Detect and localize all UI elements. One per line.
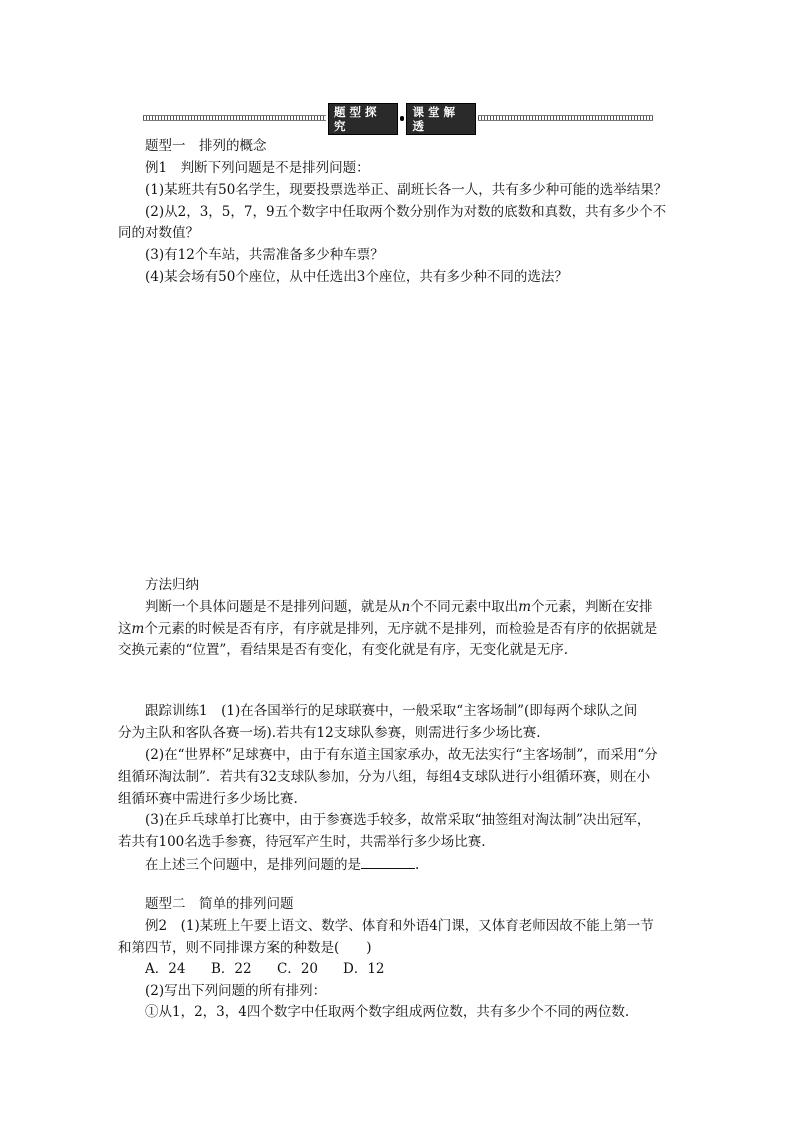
method-line3: 交换元素的“位置”，看结果是否有变化，有变化就是有序，无变化就是无序.	[118, 642, 569, 658]
method-line1	[145, 598, 653, 616]
variable-m: m	[518, 599, 532, 615]
example2-line1: 例2 (1)某班上午要上语文、数学、体育和外语4门课，又体育老师因故不能上第一节	[145, 918, 654, 934]
banner-right-rule	[478, 115, 653, 121]
variable-n: n	[401, 599, 411, 615]
banner-left-label: 题型探究	[328, 103, 398, 135]
banner-label	[328, 104, 476, 133]
tracking-line2: 分为主队和客队各赛一场).若共有12支球队参赛，则需进行多少场比赛.	[118, 725, 541, 741]
banner-dot-icon	[400, 116, 405, 121]
example2-options	[145, 960, 385, 978]
answer-blank[interactable]	[361, 855, 415, 869]
option-a: A．24	[145, 961, 186, 977]
example1-q2-line1: (2)从2，3，5，7，9五个数字中任取两个数分别作为对数的底数和真数，共有多少个不	[145, 204, 667, 220]
method-line2	[118, 620, 657, 638]
example2-q2: (2)写出下列问题的所有排列：	[145, 983, 327, 999]
banner-left-rule	[143, 115, 326, 121]
method-line2-b: 个元素的时候是否有序，有序就是排列，无序就不是排列，而检验是否有序的依据就是	[144, 621, 658, 637]
tracking-line5: 组循环赛中需进行多少场比赛.	[118, 791, 298, 807]
example1-q4: (4)某会场有50个座位，从中任选出3个座位，共有多少种不同的选法？	[145, 269, 568, 285]
tracking-line7: 若共有100名选手参赛，待冠军产生时，共需举行多少场比赛.	[118, 834, 486, 850]
example1-q2-line2: 同的对数值？	[118, 225, 199, 241]
example1-q1: (1)某班共有50名学生，现要投票选举正、副班长各一人，共有多少种可能的选举结果？	[145, 182, 668, 198]
variable-m: m	[131, 621, 145, 637]
tracking-line6: (3)在乒乓球单打比赛中，由于参赛选手较多，故常采取“抽签组对淘汰制”决出冠军，	[145, 812, 651, 828]
method-line1-a: 判断一个具体问题是不是排列问题，就是从	[145, 599, 402, 615]
example2-q2-1: ①从1，2，3，4四个数字中任取两个数字组成两位数，共有多少个不同的两位数.	[145, 1004, 630, 1020]
tracking-line8-end: .	[415, 857, 420, 873]
tracking-line4: 组循环淘汰制”．若共有32支球队参加，分为八组，每组4支球队进行小组循环赛，则在小	[118, 769, 651, 785]
section-banner	[143, 104, 653, 133]
option-d: D．12	[343, 961, 385, 977]
tracking-line1: 跟踪训练1 (1)在各国举行的足球联赛中，一般采取“主客场制”(即每两个球队之间	[145, 703, 638, 719]
tracking-line8-text: 在上述三个问题中，是排列问题的是	[145, 857, 361, 873]
banner-right-label: 课堂解透	[406, 103, 476, 135]
method-line1-c: 个元素，判断在安排	[531, 599, 653, 615]
section2-title: 题型二 简单的排列问题	[145, 896, 294, 912]
option-b: B．22	[211, 961, 252, 977]
example1-label: 例1 判断下列问题是不是排列问题：	[145, 160, 370, 176]
option-c: C．20	[277, 961, 319, 977]
method-line2-a: 这	[118, 621, 132, 637]
section1-title: 题型一 排列的概念	[145, 138, 267, 154]
tracking-line8	[145, 855, 419, 874]
tracking-line3: (2)在“世界杯”足球赛中，由于有东道主国家承办，故无法实行“主客场制”，而采用“分	[145, 747, 658, 763]
method-title: 方法归纳	[145, 577, 199, 593]
method-line1-b: 个不同元素中取出	[410, 599, 519, 615]
example2-line2: 和第四节，则不同排课方案的种数是( )	[118, 940, 372, 956]
example1-q3: (3)有12个车站，共需准备多少种车票？	[145, 247, 384, 263]
